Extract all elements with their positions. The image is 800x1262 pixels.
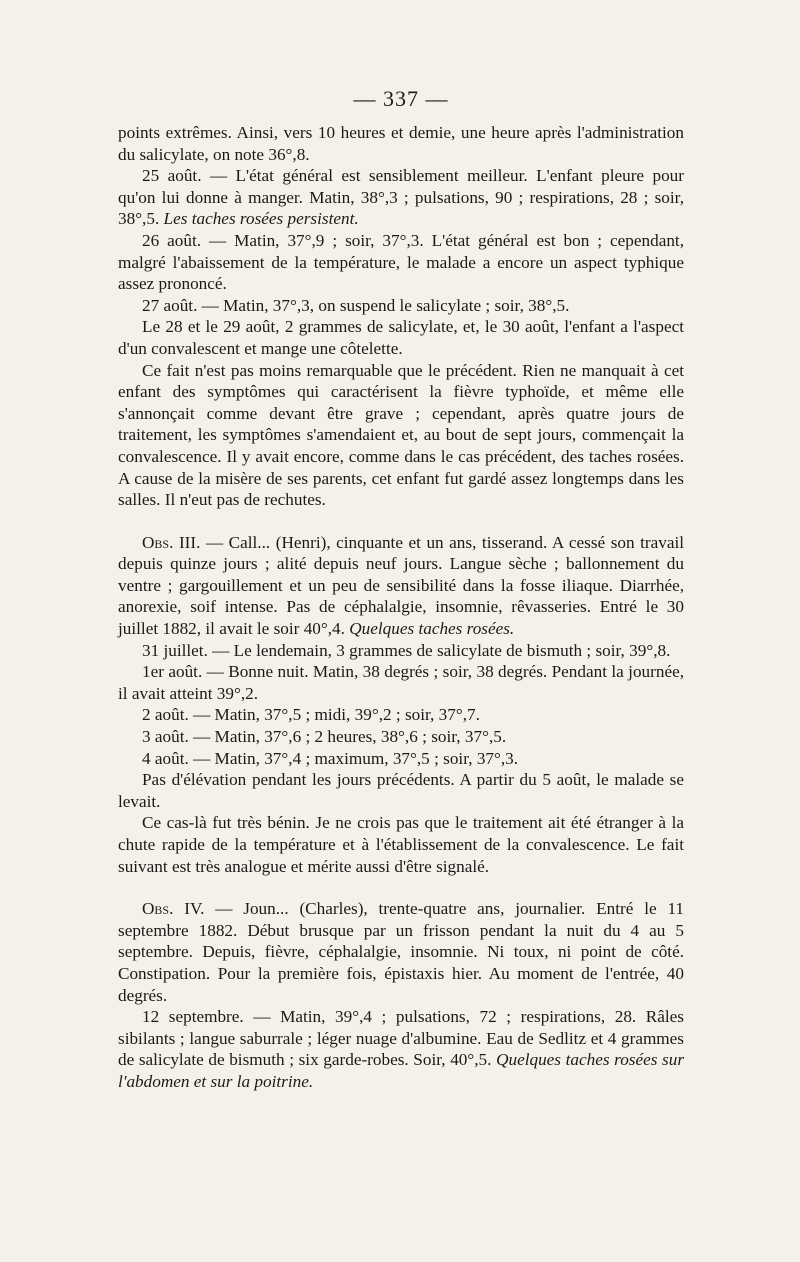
- paragraph-3-aout: 3 août. — Matin, 37°,6 ; 2 heures, 38°,6 ; soir, 37°,5.: [142, 727, 507, 747]
- paragraph-1er-aout-text: août. — Bonne nuit. Matin, 38 degrés ; soir, 38 degrés. Pendant la journée, il avait atteint 39°,2.: [118, 662, 685, 703]
- obs-label: Obs.: [142, 532, 174, 552]
- paragraph-2-aout: 2 août. — Matin, 37°,5 ; midi, 39°,2 ; soir, 37°,7.: [142, 705, 480, 725]
- observation-4-text: IV. — Joun... (Charles), trente-quatre ans, journalier. Entré le 11 septembre 1882. Début brusque par un frisson pendant la nuit du 4 au 5 septembre. Depuis, fièvre, céphalalgie, insomnie. Ni toux, ni point de côté. Constipation. Pour la première fois, épistaxis hier. Au moment de l'entrée, 40 degrés.: [118, 899, 685, 1005]
- paragraph-pas-elevation: Pas d'élévation pendant les jours précédents. A partir du 5 août, le malade se levait.: [118, 770, 684, 811]
- paragraph-25-aout-text: 25 août. — L'état général est sensiblement meilleur. L'enfant pleure pour qu'on lui donne à manger. Matin, 38°,3 ; pulsations, 90 ; respirations, 28 ; soir, 38°,5.: [118, 166, 684, 229]
- paragraph-31-juillet: 31 juillet. — Le lendemain, 3 grammes de salicylate de bismuth ; soir, 39°,8.: [142, 640, 671, 660]
- quelques-taches-note: Quelques taches rosées.: [349, 619, 515, 639]
- taches-abdomen-note: Quelques taches rosées sur l'abdomen et sur la poitrine.: [118, 1050, 685, 1091]
- paragraph-12-septembre: [118, 1006, 684, 1092]
- observation-3-intro: [118, 532, 684, 640]
- obs-label-2: Obs.: [142, 899, 174, 919]
- paragraph-4-aout: 4 août. — Matin, 37°,4 ; maximum, 37°,5 ; soir, 37°,3.: [142, 748, 519, 768]
- paragraph-27-aout: 27 août. — Matin, 37°,3, on suspend le salicylate ; soir, 38°,5.: [142, 295, 570, 315]
- paragraph-commentary-2: Ce cas-là fut très bénin. Je ne crois pas que le traitement ait été étranger à la chute rapide de la température et à l'établissement de la convalescence. Le fait suivant est très analogue et mérite aussi d'être signalé.: [118, 813, 684, 876]
- paragraph-28-29-aout: Le 28 et le 29 août, 2 grammes de salicylate, et, le 30 août, l'enfant a l'aspect d'un convalescent et mange une côtelette.: [118, 317, 684, 358]
- paragraph-25-aout: [118, 165, 684, 230]
- paragraph-12-septembre-text: 12 septembre. — Matin, 39°,4 ; pulsations, 72 ; respirations, 28. Râles sibilants ; langue saburrale ; léger nuage d'albumine. Eau de Sedlitz et 4 grammes de salicylate de bismuth ; six garde-robes. Soir, 40°,5.: [118, 1007, 684, 1070]
- observation-4-intro: [118, 898, 684, 1006]
- section-gap-2: [118, 877, 684, 898]
- page-number: — 337 —: [353, 86, 449, 111]
- paragraph-26-aout: 26 août. — Matin, 37°,9 ; soir, 37°,3. L'état général est bon ; cependant, malgré l'abaissement de la température, le malade a encore un aspect typhique assez prononcé.: [118, 230, 684, 294]
- section-gap: [118, 511, 684, 532]
- observation-3-text: III. — Call... (Henri), cinquante et un ans, tisserand. A cessé son travail depuis quinze jours ; alité depuis neuf jours. Langue sèche ; ballonnement du ventre ; gargouillement et un peu de sensibilité dans la fosse iliaque. Diarrhée, anorexie, soif intense. Pas de céphalalgie, insomnie, rêvasseries. Entré le 30 juillet 1882, il avait le soir 40°,4.: [118, 532, 685, 639]
- taches-persistent-note: Les taches rosées persistent.: [163, 209, 359, 229]
- paragraph-1er-aout: [118, 661, 684, 704]
- paragraph-commentary-1: Ce fait n'est pas moins remarquable que le précédent. Rien ne manquait à cet enfant des symptômes qui caractérisent la fièvre typhoïde, et même elle s'annonçait comme devant être grave ; cependant, après quatre jours de traitement, les symptômes s'amendaient et, au bout de sept jours, commençait la convalescence. Il y avait encore, comme dans le cas précédent, des taches rosées. A cause de la misère de ses parents, cet enfant fut gardé assez longtemps dans les salles. Il n'eut pas de rechutes.: [118, 360, 684, 510]
- paragraph-1: points extrêmes. Ainsi, vers 10 heures et demie, une heure après l'administration du salicylate, on note 36°,8.: [118, 123, 684, 164]
- premier-label: 1er: [142, 662, 164, 682]
